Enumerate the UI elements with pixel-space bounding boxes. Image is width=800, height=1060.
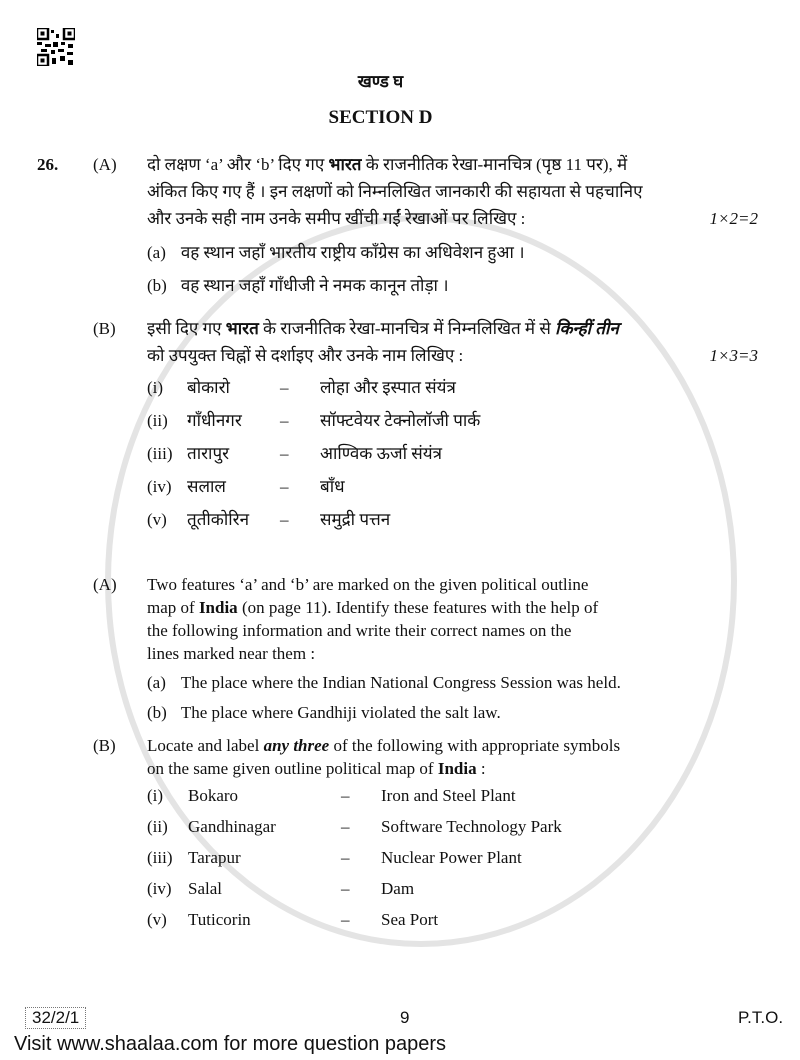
en-item-desc: Sea Port [381, 910, 439, 929]
hi-item-dash: – [280, 444, 289, 463]
question-number: 26. [37, 155, 59, 174]
paper-code: 32/2/1 [25, 1007, 86, 1029]
list-item [147, 477, 494, 510]
hi-part-a [37, 151, 758, 309]
list-item [147, 378, 494, 411]
text: दो लक्षण ‘a’ और ‘b’ दिए गए [147, 155, 329, 174]
hi-item-label: (ii) [147, 411, 168, 430]
en-item-dash: – [341, 848, 350, 867]
en-item-label: (i) [147, 786, 164, 805]
en-part-b-line-2 [147, 757, 758, 780]
list-item [147, 276, 539, 309]
en-item-name: Bokaro [188, 786, 239, 805]
text: के राजनीतिक रेखा-मानचित्र (पृष्ठ 11 पर), में [361, 155, 628, 174]
list-item [147, 848, 576, 879]
hi-item-desc: आण्विक ऊर्जा संयंत्र [320, 444, 442, 463]
en-item-dash: – [341, 786, 350, 805]
hi-item-label: (iii) [147, 444, 173, 463]
en-a-item-label: (a) [147, 673, 166, 692]
text: on the same given outline political map of [147, 759, 438, 778]
text: (on page 11). Identify these features with the help of [237, 598, 599, 617]
text: : [476, 759, 486, 778]
bold-text: India [198, 598, 238, 617]
hi-part-a-label: (A) [93, 155, 117, 174]
text: के राजनीतिक रेखा-मानचित्र में निम्नलिखित में से [258, 319, 556, 338]
hi-item-desc: बाँध [320, 477, 345, 496]
list-item [147, 673, 635, 703]
qr-code-icon [37, 28, 75, 66]
hi-item-label: (iv) [147, 477, 172, 496]
en-item-label: (iv) [147, 879, 172, 898]
list-item [147, 786, 576, 817]
hi-item-desc: समुद्री पत्तन [320, 510, 391, 529]
list-item [147, 411, 494, 444]
en-item-name: Gandhinagar [188, 817, 276, 836]
list-item [147, 444, 494, 477]
en-item-desc: Nuclear Power Plant [381, 848, 522, 867]
hi-item-name: तूतीकोरिन [187, 510, 250, 529]
en-part-b-line-1 [147, 734, 758, 757]
en-item-name: Tuticorin [188, 910, 251, 929]
en-item-dash: – [341, 879, 350, 898]
en-part-a-line-4: lines marked near them : [147, 644, 316, 663]
hi-item-desc: लोहा और इस्पात संयंत्र [320, 378, 456, 397]
hi-part-b-marks: 1×3=3 [709, 346, 758, 365]
hi-a-item-label: (b) [147, 276, 167, 295]
en-item-name: Salal [188, 879, 222, 898]
hi-part-a-line-1 [147, 151, 758, 178]
hi-item-dash: – [280, 378, 289, 397]
hi-item-name: तारापुर [187, 444, 230, 463]
bold-italic-text: any three [263, 736, 330, 755]
en-part-a [37, 573, 758, 733]
hi-part-b-label: (B) [93, 319, 116, 338]
en-part-b [37, 734, 758, 941]
list-item [147, 910, 576, 941]
en-item-desc: Software Technology Park [381, 817, 562, 836]
bold-text: India [437, 759, 477, 778]
pto-label: P.T.O. [738, 1008, 784, 1027]
en-a-items [147, 673, 635, 733]
hi-item-name: सलाल [187, 477, 226, 496]
hi-item-dash: – [280, 477, 289, 496]
text: Locate and label [147, 736, 264, 755]
section-heading: SECTION D [328, 107, 433, 128]
en-part-a-line-3: the following information and write their correct names on the [147, 621, 572, 640]
en-a-item-text: The place where Gandhiji violated the salt law. [180, 703, 501, 722]
hi-b-items [147, 378, 494, 543]
list-item [147, 879, 576, 910]
hi-part-b [37, 315, 758, 543]
en-item-label: (v) [147, 910, 167, 929]
hi-item-dash: – [280, 510, 289, 529]
en-item-dash: – [341, 910, 350, 929]
hi-part-a-marks: 1×2=2 [709, 209, 758, 228]
page-number: 9 [400, 1008, 410, 1027]
hi-part-b-line-1 [147, 315, 758, 342]
en-a-item-label: (b) [147, 703, 167, 722]
hi-item-name: बोकारो [187, 378, 230, 397]
hi-item-name: गाँधीनगर [187, 411, 242, 430]
text: of the following with appropriate symbols [329, 736, 621, 755]
en-item-desc: Dam [381, 879, 415, 898]
bold-text: भारत [225, 319, 259, 338]
hi-part-a-line-3-row [147, 205, 758, 232]
en-part-a-line-1: Two features ‘a’ and ‘b’ are marked on the given political outline [147, 575, 589, 594]
list-item [147, 510, 494, 543]
section-heading-hindi: खण्ड घ [357, 72, 404, 91]
hi-part-a-line-3: और उनके सही नाम उनके समीप खींची गईं रेखाओं पर लिखिए : [147, 209, 526, 228]
list-item [147, 703, 635, 733]
hi-a-item-text: वह स्थान जहाँ गाँधीजी ने नमक कानून तोड़ा । [180, 276, 449, 295]
hi-a-item-text: वह स्थान जहाँ भारतीय राष्ट्रीय काँग्रेस का अधिवेशन हुआ । [180, 243, 525, 262]
hi-item-desc: सॉफ्टवेयर टेक्नोलॉजी पार्क [320, 411, 481, 430]
en-item-label: (iii) [147, 848, 173, 867]
bold-italic-text: किन्हीं तीन [555, 319, 619, 338]
en-item-desc: Iron and Steel Plant [381, 786, 516, 805]
hi-part-b-line-2-row [147, 342, 758, 369]
en-item-dash: – [341, 817, 350, 836]
text: map of [147, 598, 199, 617]
en-item-name: Tarapur [188, 848, 241, 867]
list-item [147, 817, 576, 848]
hi-part-b-line-2: को उपयुक्त चिह्नों से दर्शाइए और उनके नाम लिखिए : [147, 346, 464, 365]
list-item [147, 243, 539, 276]
text: इसी दिए गए [147, 319, 226, 338]
visit-link[interactable]: Visit www.shaalaa.com for more question papers [14, 1033, 447, 1055]
en-part-b-label: (B) [93, 736, 116, 755]
hi-a-items [147, 243, 539, 309]
en-part-a-label: (A) [93, 575, 117, 594]
en-b-items [147, 786, 576, 941]
hi-a-item-label: (a) [147, 243, 166, 262]
hi-item-dash: – [280, 411, 289, 430]
hi-item-label: (i) [147, 378, 164, 397]
hi-part-a-line-2: अंकित किए गए हैं । इन लक्षणों को निम्नलिखित जानकारी की सहायता से पहचानिए [147, 182, 643, 201]
en-item-label: (ii) [147, 817, 168, 836]
question-page [37, 72, 758, 941]
en-part-a-line-2 [147, 596, 758, 619]
bold-text: भारत [328, 155, 362, 174]
hi-item-label: (v) [147, 510, 167, 529]
en-a-item-text: The place where the Indian National Congress Session was held. [180, 673, 621, 692]
